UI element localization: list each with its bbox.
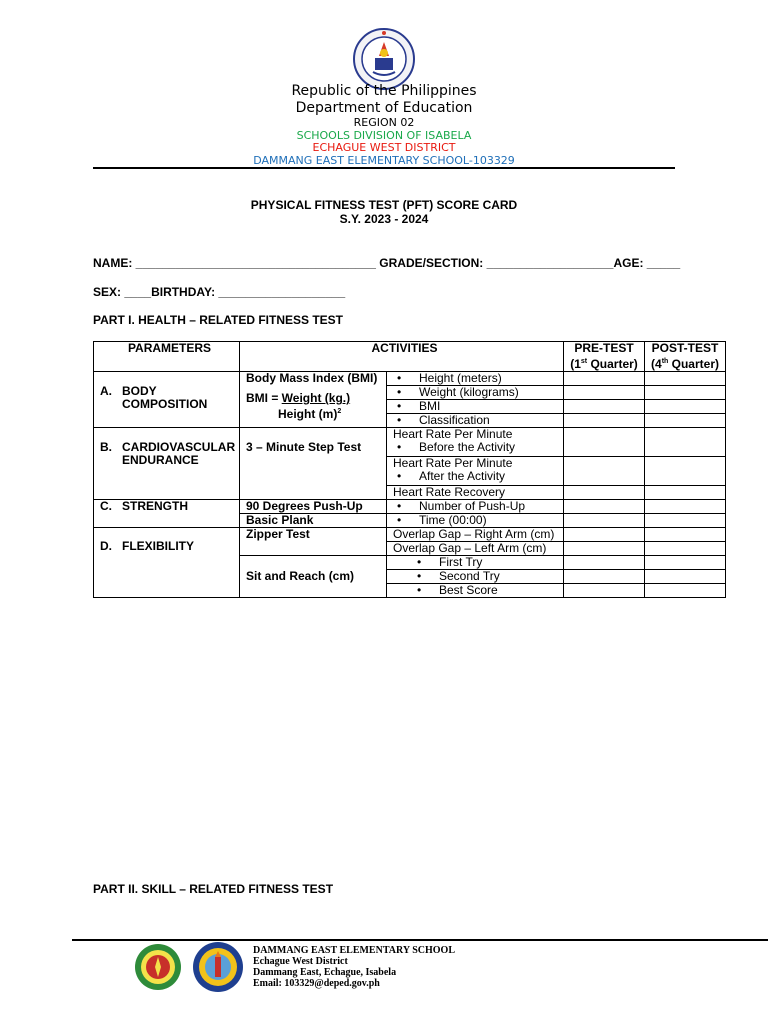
list-item: Overlap Gap – Right Arm (cm) xyxy=(387,528,564,542)
part1-heading: PART I. HEALTH – RELATED FITNESS TEST xyxy=(93,313,344,327)
posttest-cell[interactable] xyxy=(645,570,726,584)
pretest-cell[interactable] xyxy=(564,372,645,386)
list-item: • Time (00:00) xyxy=(387,514,564,528)
pretest-cell[interactable] xyxy=(564,457,645,486)
school-seal-logo xyxy=(192,941,244,993)
deped-seal-logo xyxy=(353,28,415,90)
posttest-cell[interactable] xyxy=(645,400,726,414)
table-row xyxy=(94,372,726,386)
school-line: DAMMANG EAST ELEMENTARY SCHOOL-103329 xyxy=(253,154,515,167)
pretest-cell[interactable] xyxy=(564,514,645,528)
param-cardiovascular-endurance: B. CARDIOVASCULAR ENDURANCE xyxy=(94,428,240,500)
birthday-field[interactable]: ___________________ xyxy=(218,285,346,299)
list-item: Heart Rate Recovery xyxy=(387,486,564,500)
list-item: • BMI xyxy=(387,400,564,414)
param-flexibility: D. FLEXIBILITY xyxy=(94,528,240,598)
posttest-cell[interactable] xyxy=(645,372,726,386)
grade-section-field[interactable]: ___________________ xyxy=(486,256,614,270)
posttest-label: POST-TEST xyxy=(651,341,719,355)
birthday-label: BIRTHDAY: xyxy=(151,285,216,299)
pretest-quarter: (1st Quarter) xyxy=(570,357,638,371)
student-info-line2 xyxy=(93,285,345,299)
footer-email[interactable]: Email: 103329@deped.gov.ph xyxy=(253,978,380,989)
footer-contact xyxy=(253,945,455,989)
footer-school: DAMMANG EAST ELEMENTARY SCHOOL xyxy=(253,945,455,956)
param-body-composition: A. BODY COMPOSITION xyxy=(94,372,240,428)
list-item: • Height (meters) xyxy=(387,372,564,386)
age-label: AGE: xyxy=(613,256,644,270)
age-field[interactable]: _____ xyxy=(646,256,681,270)
activity-zipper-test: Zipper Test xyxy=(240,528,387,556)
posttest-quarter: (4th Quarter) xyxy=(651,357,719,371)
pretest-cell[interactable] xyxy=(564,570,645,584)
posttest-cell[interactable] xyxy=(645,428,726,457)
pretest-cell[interactable] xyxy=(564,584,645,598)
school-year: S.Y. 2023 - 2024 xyxy=(339,212,429,226)
table-row xyxy=(94,528,726,542)
activity-basic-plank: Basic Plank xyxy=(240,514,387,528)
division-line: SCHOOLS DIVISION OF ISABELA xyxy=(296,129,472,142)
list-item: • Best Score xyxy=(387,584,564,598)
activity-push-up: 90 Degrees Push-Up xyxy=(240,500,387,514)
district-line: ECHAGUE WEST DISTRICT xyxy=(312,141,456,154)
list-item: • Weight (kilograms) xyxy=(387,386,564,400)
list-item: • Classification xyxy=(387,414,564,428)
posttest-cell[interactable] xyxy=(645,386,726,400)
footer-address: Dammang East, Echague, Isabela xyxy=(253,967,397,978)
student-info-line1 xyxy=(93,256,680,270)
grade-section-label: GRADE/SECTION: xyxy=(379,256,484,270)
list-item: Heart Rate Per Minute • Before the Activity xyxy=(387,428,564,457)
footer-divider xyxy=(72,939,768,941)
list-item: Overlap Gap – Left Arm (cm) xyxy=(387,542,564,556)
pretest-cell[interactable] xyxy=(564,414,645,428)
sex-field[interactable]: ____ xyxy=(124,285,152,299)
posttest-cell[interactable] xyxy=(645,584,726,598)
footer-district: Echague West District xyxy=(253,956,348,967)
col-pretest xyxy=(564,342,645,372)
activity-step-test: 3 – Minute Step Test xyxy=(240,428,387,500)
table-header-row xyxy=(94,342,726,372)
pretest-cell[interactable] xyxy=(564,528,645,542)
posttest-cell[interactable] xyxy=(645,542,726,556)
pretest-cell[interactable] xyxy=(564,386,645,400)
division-seal-logo xyxy=(130,943,186,991)
health-fitness-table xyxy=(93,341,726,598)
part2-heading: PART II. SKILL – RELATED FITNESS TEST xyxy=(93,882,334,896)
activity-bmi: Body Mass Index (BMI) BMI = Weight (kg.) Height $(m)^2$ xyxy=(240,372,387,428)
activity-sit-and-reach: Sit and Reach (cm) xyxy=(240,556,387,598)
pretest-cell[interactable] xyxy=(564,542,645,556)
posttest-cell[interactable] xyxy=(645,556,726,570)
scorecard-title: PHYSICAL FITNESS TEST (PFT) SCORE CARD xyxy=(250,198,518,212)
pretest-cell[interactable] xyxy=(564,556,645,570)
sex-label: SEX: xyxy=(93,285,122,299)
department-line: Department of Education xyxy=(295,100,473,116)
name-label: NAME: xyxy=(93,256,133,270)
pretest-cell[interactable] xyxy=(564,500,645,514)
pretest-cell[interactable] xyxy=(564,428,645,457)
posttest-cell[interactable] xyxy=(645,414,726,428)
pretest-cell[interactable] xyxy=(564,400,645,414)
name-field[interactable]: ____________________________________ xyxy=(135,256,376,270)
list-item: • Number of Push-Up xyxy=(387,500,564,514)
republic-line: Republic of the Philippines xyxy=(291,83,477,99)
table-row xyxy=(94,428,726,457)
param-strength: C. STRENGTH xyxy=(94,500,240,528)
region-line: REGION 02 xyxy=(353,116,415,129)
posttest-cell[interactable] xyxy=(645,514,726,528)
col-activities: ACTIVITIES xyxy=(240,342,564,372)
table-row xyxy=(94,500,726,514)
posttest-cell[interactable] xyxy=(645,457,726,486)
list-item: Heart Rate Per Minute • After the Activity xyxy=(387,457,564,486)
pretest-cell[interactable] xyxy=(564,486,645,500)
col-parameters: PARAMETERS xyxy=(94,342,240,372)
posttest-cell[interactable] xyxy=(645,528,726,542)
pretest-label: PRE-TEST xyxy=(574,341,634,355)
header-divider xyxy=(93,167,675,169)
posttest-cell[interactable] xyxy=(645,500,726,514)
list-item: • First Try xyxy=(387,556,564,570)
list-item: • Second Try xyxy=(387,570,564,584)
col-posttest xyxy=(645,342,726,372)
posttest-cell[interactable] xyxy=(645,486,726,500)
